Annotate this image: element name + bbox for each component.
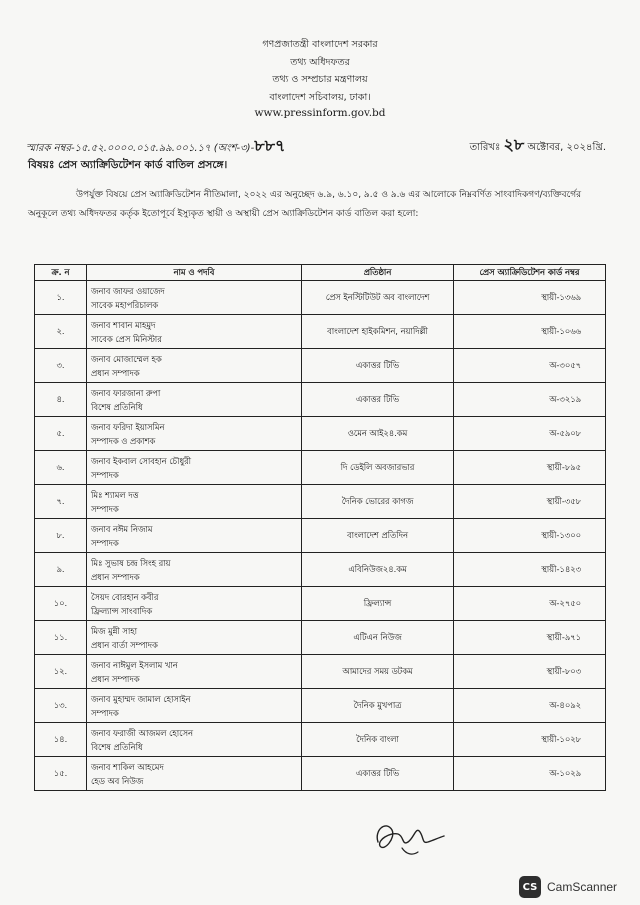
row-designation: সাবেক প্রেস মিনিস্টার — [91, 333, 162, 344]
row-name-cell — [87, 655, 302, 689]
row-name: মিঃ শ্যামল দত্ত — [91, 489, 139, 500]
row-serial: ৫. — [35, 417, 87, 451]
row-designation: সম্পাদক — [91, 503, 119, 514]
row-name: জনাব নাঈমুল ইসলাম খান — [91, 659, 178, 670]
row-name: মিঃ সুভাষ চন্দ্র সিংহ রায় — [91, 557, 171, 568]
memo-body: উপর্যুক্ত বিষয়ে প্রেস অ্যাক্রিডিটেশন নীতিমালা, ২০২২ এর অনুচ্ছেদ ৬.৯, ৬.১০, ৯.৫ ও ৯.৬ এর আলোকে নিম্নবর্ণিত সাংবাদিকগণ/ব্যক্তিবর্গের অনুকূলে তথ্য অধিদফতর কর্তৃক ইতোপূর্বে ইস্যুকৃত স্থায়ী ও অস্থায়ী প্রেস অ্যাক্রিডিটেশন কার্ড বাতিল করা হলো: — [28, 190, 582, 219]
table-row — [35, 587, 606, 621]
row-designation: প্রধান সম্পাদক — [91, 673, 140, 684]
table-row — [35, 451, 606, 485]
row-name: জনাব ফরিদা ইয়াসমিন — [91, 421, 165, 432]
date-day: ২৮ — [503, 135, 525, 154]
row-org: ফ্রিল্যান্স — [302, 587, 454, 621]
row-card: স্থায়ী-১৩৬৯ — [454, 281, 606, 315]
reference-number: ৮৮৭ — [254, 136, 286, 155]
row-card: স্থায়ী-৯৭১ — [454, 621, 606, 655]
row-serial: ৯. — [35, 553, 87, 587]
row-card: স্থায়ী-১০৬৬ — [454, 315, 606, 349]
table-row — [35, 417, 606, 451]
row-serial: ১৪. — [35, 723, 87, 757]
row-serial: ১০. — [35, 587, 87, 621]
row-name-cell — [87, 519, 302, 553]
reference-prefix: স্মারক নম্বর-১৫.৫২.০০০০.০১৫.৯৯.০০১.১৭ (অংশ-৩)- — [26, 143, 255, 154]
row-name: জনাব ইকবাল সোবহান চৌধুরী — [91, 455, 192, 466]
row-name-cell — [87, 621, 302, 655]
row-card: স্থায়ী-৩৫৮ — [454, 485, 606, 519]
signature — [372, 812, 452, 862]
row-org: একাত্তর টিভি — [302, 383, 454, 417]
row-org: দৈনিক মুখপাত্র — [302, 689, 454, 723]
header-website: www.pressinform.gov.bd — [254, 107, 386, 119]
row-org: একাত্তর টিভি — [302, 349, 454, 383]
camscanner-label: CamScanner — [547, 880, 618, 894]
date-rest: অক্টোবর, ২০২৪খ্রি. — [527, 142, 606, 153]
row-designation: প্রধান বার্তা সম্পাদক — [91, 639, 158, 650]
row-org: দি ডেইলি অবজারভার — [302, 451, 454, 485]
row-name: জনাব মুহাম্মদ জামাল হোসাইন — [91, 693, 191, 704]
row-org: দৈনিক ভোরের কাগজ — [302, 485, 454, 519]
row-org: দৈনিক বাংলা — [302, 723, 454, 757]
row-serial: ২. — [35, 315, 87, 349]
header-location: বাংলাদেশ সচিবালয়, ঢাকা। — [269, 92, 371, 103]
row-serial: ৬. — [35, 451, 87, 485]
row-name-cell — [87, 315, 302, 349]
row-name: মিজ মুন্নী সাহা — [91, 625, 138, 636]
row-card: অ-৩২১৯ — [454, 383, 606, 417]
header-serial: ক্র. ন — [35, 265, 87, 281]
row-org: ওমেন আই২৪.কম — [302, 417, 454, 451]
table-row — [35, 315, 606, 349]
row-designation: সাবেক মহাপরিচালক — [91, 299, 159, 310]
row-card: স্থায়ী-৮০৩ — [454, 655, 606, 689]
row-name: জনাব নঈম নিজাম — [91, 523, 153, 534]
row-serial: ৩. — [35, 349, 87, 383]
row-serial: ১২. — [35, 655, 87, 689]
table-row — [35, 655, 606, 689]
memo-subject: বিষয়ঃ প্রেস অ্যাক্রিডিটেশন কার্ড বাতিল প্রসঙ্গে। — [28, 159, 228, 171]
table-row — [35, 689, 606, 723]
row-name: জনাব মোজাম্মেল হক — [91, 353, 162, 364]
row-name: সৈয়দ বোরহান কবীর — [91, 591, 159, 602]
row-designation: সম্পাদক ও প্রকাশক — [91, 435, 156, 446]
row-serial: ৪. — [35, 383, 87, 417]
row-org: বাংলাদেশ হাইকমিশন, নয়াদিল্লী — [302, 315, 454, 349]
row-name-cell — [87, 417, 302, 451]
camscanner-badge — [519, 876, 617, 898]
cancelled-cards-table — [34, 264, 606, 791]
row-card: অ-১০২৯ — [454, 757, 606, 791]
table-row — [35, 757, 606, 791]
row-serial: ৭. — [35, 485, 87, 519]
header-card: প্রেস অ্যাক্রিডিটেশন কার্ড নম্বর — [454, 265, 606, 281]
row-card: অ-৪০৯২ — [454, 689, 606, 723]
row-name: জনাব জাফর ওয়াজেদ — [91, 285, 165, 296]
date-label: তারিখঃ — [469, 142, 501, 153]
camscanner-logo-icon: CS — [519, 876, 541, 898]
row-designation: সম্পাদক — [91, 707, 119, 718]
memo-reference — [26, 133, 285, 160]
row-designation: বিশেষ প্রতিনিধি — [91, 741, 143, 752]
row-card: স্থায়ী-৮৯৫ — [454, 451, 606, 485]
row-card: স্থায়ী-১৩০০ — [454, 519, 606, 553]
row-name-cell — [87, 349, 302, 383]
row-name: জনাব শাবান মাহমুদ — [91, 319, 156, 330]
row-serial: ১৩. — [35, 689, 87, 723]
row-card: অ-৫৯০৮ — [454, 417, 606, 451]
table-row — [35, 621, 606, 655]
row-org: একাত্তর টিভি — [302, 757, 454, 791]
row-designation: সম্পাদক — [91, 537, 119, 548]
row-name: জনাব ফরাজী আজমল হোসেন — [91, 727, 193, 738]
table-row — [35, 281, 606, 315]
header-department: তথ্য অধিদফতর — [290, 57, 350, 68]
header-org: প্রতিষ্ঠান — [302, 265, 454, 281]
row-org: এটিএন নিউজ — [302, 621, 454, 655]
row-org: প্রেস ইনস্টিটিউট অব বাংলাদেশ — [302, 281, 454, 315]
row-card: অ-৩০৫৭ — [454, 349, 606, 383]
row-designation: সম্পাদক — [91, 469, 119, 480]
row-name-cell — [87, 757, 302, 791]
row-name-cell — [87, 485, 302, 519]
row-card: অ-২৭৫০ — [454, 587, 606, 621]
row-name: জনাব শাকিল আহমেদ — [91, 761, 164, 772]
row-org: এবিনিউজ২৪.কম — [302, 553, 454, 587]
row-card: স্থায়ী-১৪২৩ — [454, 553, 606, 587]
table-header-row — [35, 265, 606, 281]
row-card: স্থায়ী-১০২৮ — [454, 723, 606, 757]
table-row — [35, 349, 606, 383]
header-government: গণপ্রজাতন্ত্রী বাংলাদেশ সরকার — [262, 39, 378, 50]
row-serial: ১. — [35, 281, 87, 315]
row-serial: ১১. — [35, 621, 87, 655]
table-row — [35, 485, 606, 519]
table-row — [35, 723, 606, 757]
row-name-cell — [87, 383, 302, 417]
row-serial: ৮. — [35, 519, 87, 553]
memo-date — [470, 132, 606, 159]
row-name: জনাব ফারজানা রুপা — [91, 387, 161, 398]
row-name-cell — [87, 281, 302, 315]
row-designation: ফ্রিল্যান্স সাংবাদিক — [91, 605, 153, 616]
header-name: নাম ও পদবি — [87, 265, 302, 281]
table-row — [35, 519, 606, 553]
row-name-cell — [87, 451, 302, 485]
row-designation: প্রধান সম্পাদক — [91, 571, 140, 582]
row-designation: বিশেষ প্রতিনিধি — [91, 401, 143, 412]
row-serial: ১৫. — [35, 757, 87, 791]
row-name-cell — [87, 587, 302, 621]
row-name-cell — [87, 689, 302, 723]
row-name-cell — [87, 723, 302, 757]
table-row — [35, 553, 606, 587]
table-row — [35, 383, 606, 417]
header-ministry: তথ্য ও সম্প্রচার মন্ত্রণালয় — [272, 74, 368, 85]
row-designation: প্রধান সম্পাদক — [91, 367, 140, 378]
row-designation: হেড অব নিউজ — [91, 775, 144, 786]
row-org: বাংলাদেশ প্রতিদিন — [302, 519, 454, 553]
row-org: আমাদের সময় ডটকম — [302, 655, 454, 689]
row-name-cell — [87, 553, 302, 587]
